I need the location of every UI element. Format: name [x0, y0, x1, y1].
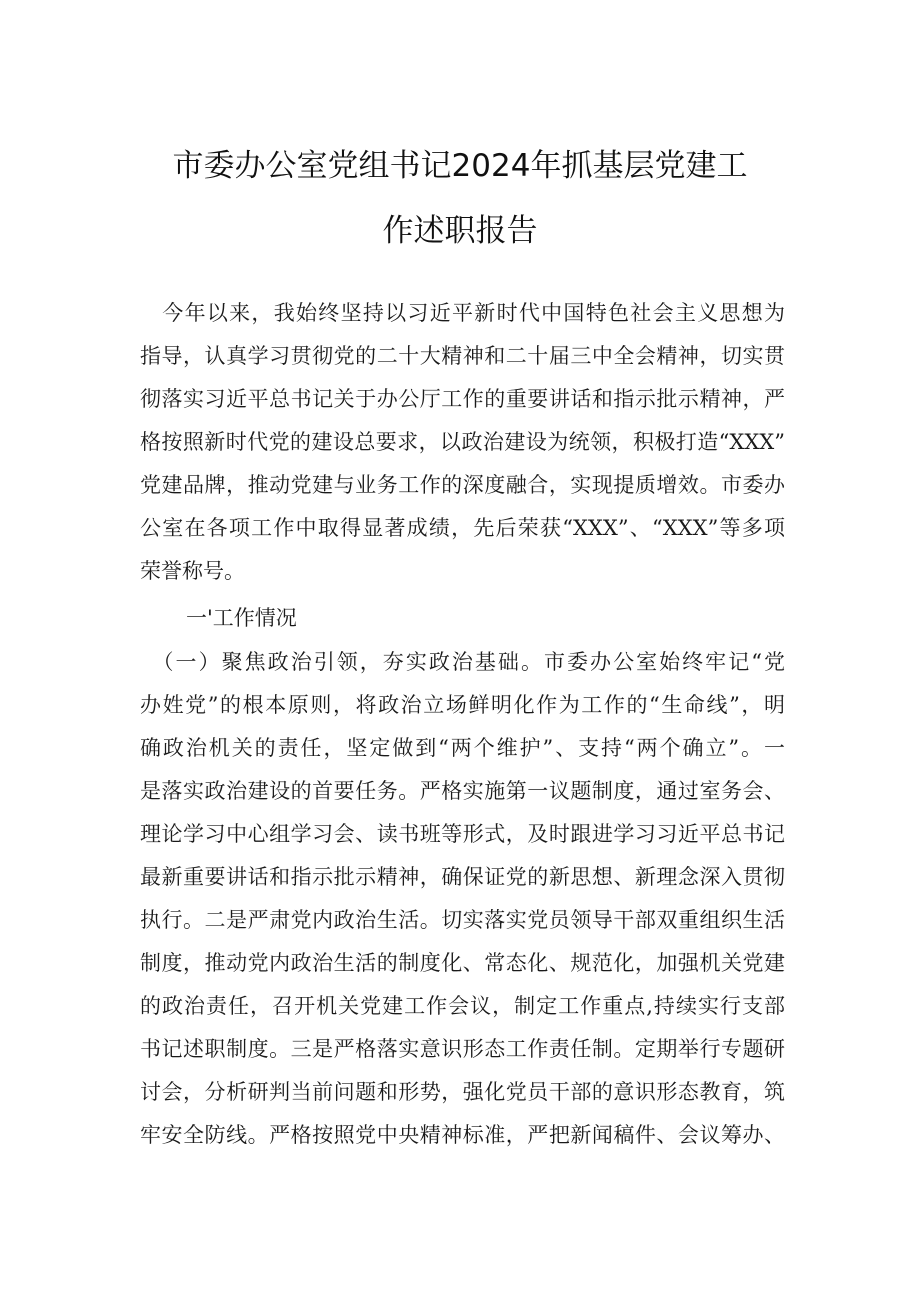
section-line: 制度，推动党内政治生活的制度化、常态化、规范化，加强机关党建 — [140, 951, 785, 975]
section-line: 是落实政治建设的首要任务。严格实施第一议题制度，通过室务会、 — [140, 779, 785, 803]
section-line: 最新重要讲话和指示批示精神，确保证党的新思想、新理念深入贯彻 — [140, 865, 785, 889]
section-line: 理论学习中心组学习会、读书班等形式，及时跟进学习习近平总书记 — [140, 822, 785, 846]
intro-line: 荣誉称号。 — [140, 559, 245, 583]
section-line: 确政治机关的责任，坚定做到“两个维护”、支持“两个确立”。一 — [140, 736, 785, 760]
intro-line: 今年以来，我始终坚持以习近平新时代中国特色社会主义思想为 — [140, 301, 785, 325]
intro-line: 指导，认真学习贯彻党的二十大精神和二十届三中全会精神，切实贯 — [140, 344, 785, 368]
section-line: 执行。二是严肃党内政治生活。切实落实党员领导干部双重组织生活 — [140, 908, 785, 932]
intro-line: 彻落实习近平总书记关于办公厅工作的重要讲话和指示批示精神，严 — [140, 387, 785, 411]
section-line: 牢安全防线。严格按照党中央精神标准，严把新闻稿件、会议筹办、 — [140, 1123, 785, 1147]
section-line: 办姓党”的根本原则，将政治立场鲜明化作为工作的“生命线”，明 — [140, 693, 785, 717]
section-line: 讨会，分析研判当前问题和形势，强化党员干部的意识形态教育，筑 — [140, 1080, 785, 1104]
document-title-line-2: 作述职报告 — [382, 213, 538, 249]
intro-line: 格按照新时代党的建设总要求，以政治建设为统领，积极打造“XXX” — [140, 430, 785, 454]
section-heading: 一'工作情况 — [186, 606, 297, 630]
intro-line: 党建品牌，推动党建与业务工作的深度融合，实现提质增效。市委办 — [140, 473, 785, 497]
section-line: 书记述职制度。三是严格落实意识形态工作责任制。定期举行专题研 — [140, 1037, 785, 1061]
section-line: 的政治责任，召开机关党建工作会议，制定工作重点,持续实行支部 — [140, 994, 785, 1018]
intro-line: 公室在各项工作中取得显著成绩，先后荣获“XXX”、“XXX”等多项 — [140, 516, 785, 540]
document-title-line-1: 市委办公室党组书记2024年抓基层党建工 — [172, 148, 748, 184]
section-line: （一）聚焦政治引领，夯实政治基础。市委办公室始终牢记“党 — [140, 650, 785, 674]
